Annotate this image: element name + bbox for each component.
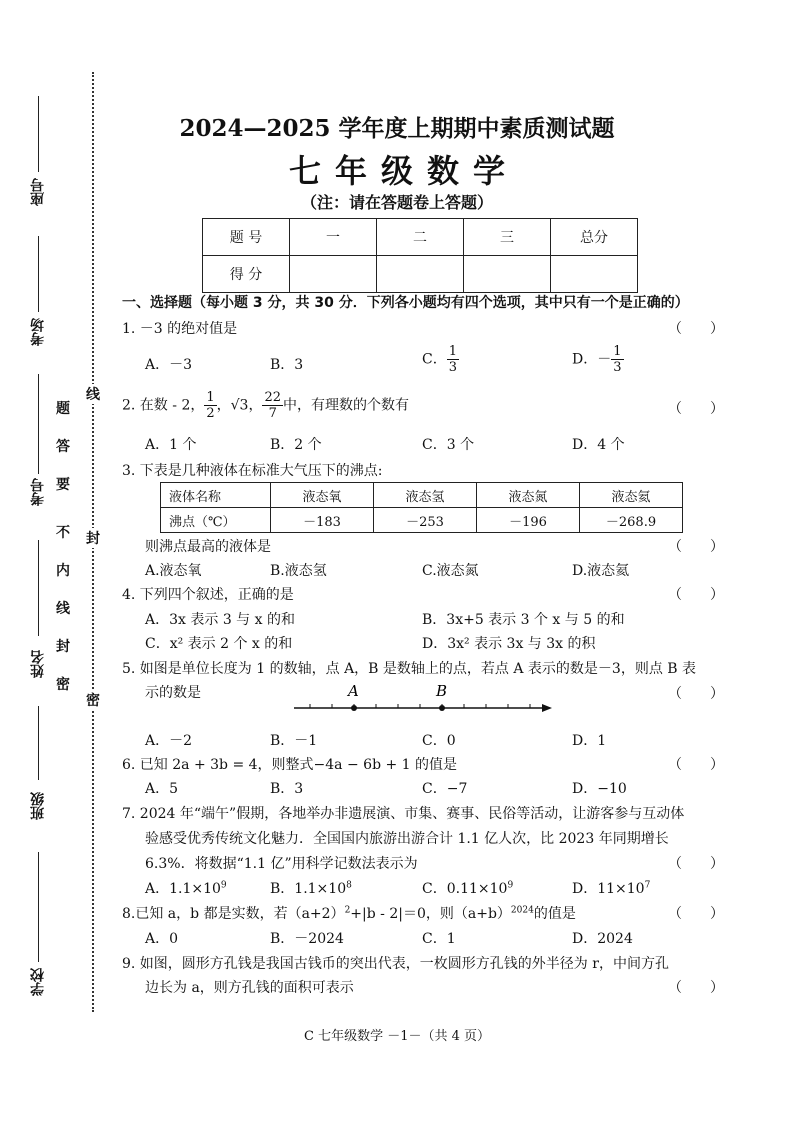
q4-option-a: A．3x 表示 3 与 x 的和 — [145, 612, 295, 628]
q3-option-b: B.液态氢 — [270, 563, 327, 579]
answer-blank[interactable]: （ ） — [668, 587, 724, 603]
fraction — [611, 344, 623, 375]
seal-word-secret: 密 — [86, 690, 100, 710]
question-9-line-2: 边长为 a，则方孔钱的面积可表示 — [145, 980, 354, 996]
point-b — [439, 705, 445, 711]
question-7-line-2: 验感受优秀传统文化魅力．全国国内旅游出游合计 1.1 亿人次，比 2023 年同期增长 — [145, 831, 669, 847]
score-header-cell: 一 — [290, 219, 377, 256]
stem-part: 中，有理数的个数有 — [283, 397, 410, 414]
table-cell: 沸点（℃） — [161, 508, 271, 533]
exam-number-label: 考号 — [30, 478, 46, 506]
q1-option-b: B．3 — [270, 357, 304, 373]
q4-option-d: D．3x² 表示 3x 与 3x 的积 — [422, 636, 596, 652]
q3-option-c: C.液态氮 — [422, 563, 479, 579]
q5-option-b: B．－1 — [270, 733, 318, 749]
stem-part: 的值是 — [533, 906, 576, 922]
question-3-ask: 则沸点最高的液体是 — [145, 539, 271, 555]
subject-title: 七年级数学 — [288, 152, 519, 190]
section-heading: 一、选择题（每小题 3 分，共 30 分．下列各小题均有四个选项，其中只有一个是正确的） — [122, 295, 689, 311]
numerator: 22 — [264, 390, 282, 405]
exam-title: 2024—2025 学年度上期期中素质测试题 — [179, 115, 615, 142]
table-header-cell: 液态氧 — [271, 483, 374, 508]
question-1-stem: 1. －3 的绝对值是 — [122, 321, 238, 337]
student-name-label: 姓名 — [30, 650, 46, 678]
denominator: 2 — [206, 406, 215, 421]
stem-part: +|b - 2|＝0，则（a+b） — [350, 906, 511, 922]
warning-char-2: 答 — [56, 439, 70, 455]
school-label: 学校 — [30, 968, 46, 996]
question-9-line-1: 9. 如图，圆形方孔钱是我国古钱币的突出代表，一枚圆形方孔钱的外半径为 r，中间方孔 — [122, 956, 669, 972]
exam-room-line[interactable] — [38, 236, 39, 312]
q5-option-a: A．－2 — [145, 733, 193, 749]
table-cell: －253 — [374, 508, 477, 533]
option-text: C．0.11×10 — [422, 881, 508, 897]
question-6-stem: 6. 已知 2a + 3b = 4，则整式−4a − 6b + 1 的值是 — [122, 757, 458, 773]
answer-blank[interactable]: （ ） — [668, 539, 724, 555]
q2-option-a: A．1 个 — [145, 437, 197, 453]
score-header-cell: 题 号 — [203, 219, 290, 256]
boiling-point-table — [160, 482, 683, 533]
question-5-line-1: 5. 如图是单位长度为 1 的数轴，点 A，B 是数轴上的点，若点 A 表示的数是－3，则点 B 表 — [122, 661, 697, 677]
q5-option-d: D．1 — [572, 733, 607, 749]
q4-option-c: C．x² 表示 2 个 x 的和 — [145, 636, 293, 652]
exam-number-line[interactable] — [38, 374, 39, 474]
q6-option-c: C．−7 — [422, 781, 468, 797]
q6-option-d: D．−10 — [572, 781, 627, 797]
numerator: 1 — [206, 390, 215, 405]
point-a-label: A — [348, 682, 359, 700]
arrow-head-icon — [542, 704, 552, 712]
table-header-cell: 液态氢 — [374, 483, 477, 508]
score-input-cell[interactable] — [377, 256, 464, 293]
q7-option-d — [572, 878, 650, 898]
question-4-stem: 4. 下列四个叙述，正确的是 — [122, 587, 294, 603]
stem-part: ，√3， — [216, 397, 263, 414]
exam-room-label: 考场 — [30, 318, 46, 346]
exponent: 8 — [346, 880, 352, 891]
point-b-label: B — [436, 682, 448, 700]
question-7-line-3: 6.3%．将数据“1.1 亿”用科学记数法表示为 — [145, 856, 418, 872]
warning-char-4: 不 — [56, 525, 70, 541]
exponent: 2024 — [510, 905, 534, 916]
denominator: 7 — [268, 406, 277, 421]
student-name-line[interactable] — [38, 540, 39, 636]
exponent: 7 — [644, 880, 651, 891]
score-header-cell: 总分 — [551, 219, 638, 256]
seat-number-label: 座号 — [30, 178, 46, 206]
class-label: 班级 — [30, 792, 46, 820]
fraction — [262, 390, 283, 421]
question-7-line-1: 7. 2024 年“端午”假期，各地举办非遗展演、市集、赛事、民俗等活动，让游客参与互动体 — [122, 806, 685, 822]
table-header-cell: 液态氮 — [477, 483, 580, 508]
fraction — [447, 344, 459, 375]
score-input-cell[interactable] — [464, 256, 551, 293]
score-table — [202, 218, 638, 293]
page-footer: C 七年级数学 －1－（共 4 页） — [303, 1029, 491, 1044]
table-cell: －196 — [477, 508, 580, 533]
exponent: 9 — [507, 880, 514, 891]
exponent: 2 — [344, 905, 351, 916]
question-5-line-2: 示的数是 — [145, 685, 201, 701]
answer-blank[interactable]: （ ） — [668, 757, 724, 773]
q1-option-c — [422, 344, 459, 375]
table-cell: －183 — [271, 508, 374, 533]
q7-option-b — [270, 878, 352, 898]
q8-option-b: B．－2024 — [270, 931, 344, 947]
q1-option-d — [572, 344, 624, 375]
stem-part: 8.已知 a，b 都是实数，若（a+2） — [122, 906, 345, 922]
fraction — [204, 390, 216, 421]
q8-option-c: C．1 — [422, 931, 456, 947]
numerator: 1 — [448, 344, 457, 359]
q3-option-d: D.液态氦 — [572, 563, 630, 579]
answer-blank[interactable]: （ ） — [668, 321, 724, 337]
q8-option-d: D．2024 — [572, 931, 633, 947]
q1-option-a: A．－3 — [145, 357, 193, 373]
q4-option-b: B．3x+5 表示 3 个 x 与 5 的和 — [422, 612, 625, 628]
score-row-label: 得 分 — [203, 256, 290, 293]
option-text: D．11×10 — [572, 881, 645, 897]
table-header-cell: 液体名称 — [161, 483, 271, 508]
option-prefix: D．－ — [572, 351, 612, 368]
question-2-stem — [122, 390, 409, 421]
q8-option-a: A．0 — [145, 931, 179, 947]
score-header-cell: 三 — [464, 219, 551, 256]
answer-blank[interactable]: （ ） — [668, 686, 724, 702]
table-cell: －268.9 — [580, 508, 683, 533]
score-input-cell[interactable] — [290, 256, 377, 293]
score-input-cell[interactable] — [551, 256, 638, 293]
point-a — [351, 705, 357, 711]
option-prefix: C． — [422, 351, 447, 368]
warning-char-1: 题 — [56, 401, 70, 417]
q6-option-b: B．3 — [270, 781, 304, 797]
q3-option-a: A.液态氧 — [145, 563, 202, 579]
warning-char-6: 线 — [56, 601, 70, 617]
class-line[interactable] — [38, 706, 39, 780]
option-text: A．1.1×10 — [145, 881, 221, 897]
stem-part: 2. 在数 - 2， — [122, 397, 205, 414]
number-line-figure — [290, 678, 560, 718]
q7-option-c — [422, 878, 513, 898]
denominator: 3 — [613, 360, 622, 375]
answer-blank[interactable]: （ ） — [668, 906, 724, 922]
table-header-cell: 液态氦 — [580, 483, 683, 508]
q2-option-b: B．2 个 — [270, 437, 322, 453]
seal-word-seal: 封 — [86, 528, 100, 548]
score-header-cell: 二 — [377, 219, 464, 256]
q7-option-a — [145, 878, 227, 898]
warning-char-7: 封 — [56, 639, 70, 655]
answer-note: （注：请在答题卷上答题） — [300, 193, 493, 212]
denominator: 3 — [448, 360, 457, 375]
answer-blank[interactable]: （ ） — [668, 856, 724, 872]
option-text: B．1.1×10 — [270, 881, 347, 897]
q2-option-c: C．3 个 — [422, 437, 475, 453]
q6-option-a: A．5 — [145, 781, 179, 797]
exponent: 9 — [220, 880, 227, 891]
warning-char-3: 要 — [56, 477, 70, 493]
question-8-stem — [122, 903, 576, 923]
q5-option-c: C．0 — [422, 733, 456, 749]
answer-blank[interactable]: （ ） — [668, 980, 724, 996]
warning-char-8: 密 — [56, 677, 70, 693]
seal-word-line: 线 — [86, 384, 100, 404]
school-line[interactable] — [38, 852, 39, 962]
warning-char-5: 内 — [56, 563, 70, 579]
question-3-stem: 3. 下表是几种液体在标准大气压下的沸点: — [122, 463, 383, 479]
numerator: 1 — [613, 344, 622, 359]
answer-blank[interactable]: （ ） — [668, 401, 724, 417]
q2-option-d: D．4 个 — [572, 437, 625, 453]
